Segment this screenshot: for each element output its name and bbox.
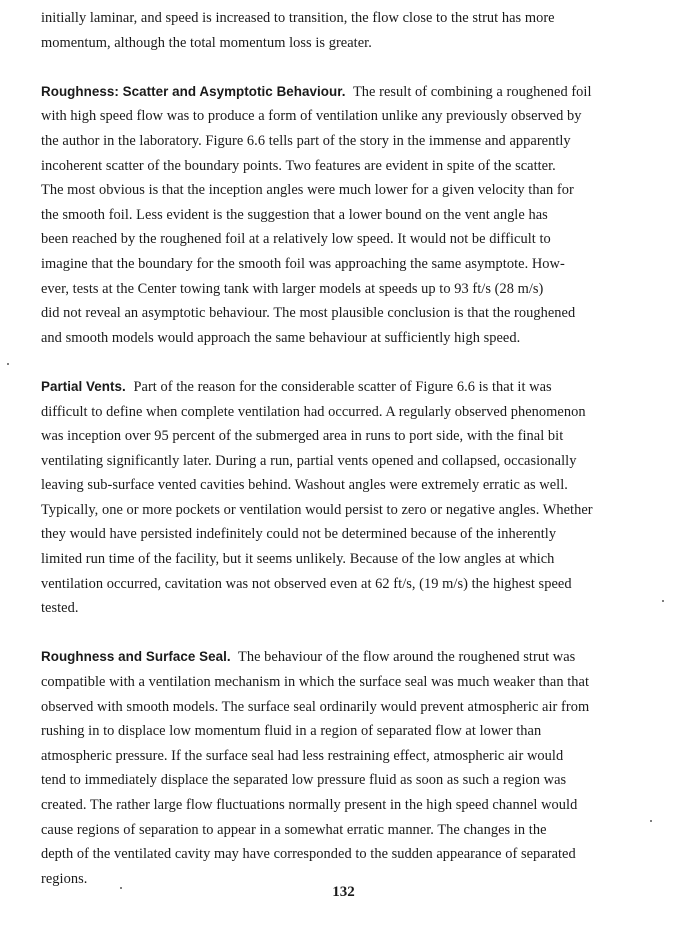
scan-speck — [662, 600, 664, 602]
line: they would have persisted indefinitely could not be determined because of the inherently — [41, 526, 557, 543]
line: incoherent scatter of the boundary points. Two features are evident in spite of the scatter. — [41, 157, 556, 174]
line: the smooth foil. Less evident is the suggestion that a lower bound on the vent angle has — [41, 206, 548, 223]
line: rushing in to displace low momentum fluid in a region of separated flow at lower than — [41, 723, 542, 740]
line: Typically, one or more pockets or ventilation would persist to zero or negative angles. Whether — [41, 501, 593, 518]
line: the author in the laboratory. Figure 6.6 tells part of the story in the immense and apparently — [41, 132, 571, 149]
line: initially laminar, and speed is increased to transition, the flow close to the strut has more — [41, 10, 555, 26]
line: observed with smooth models. The surface seal ordinarily would prevent atmospheric air from — [41, 698, 590, 715]
section-heading: Roughness and Surface Seal. — [41, 649, 231, 665]
line: was inception over 95 percent of the submerged area in runs to port side, with the final bit — [41, 428, 564, 445]
paragraph-intro — [41, 6, 663, 55]
line: and smooth models would approach the same behaviour at sufficiently high speed. — [41, 329, 521, 346]
paragraph-roughness-scatter — [41, 80, 663, 351]
line: The most obvious is that the inception angles were much lower for a given velocity than for — [41, 182, 574, 199]
paragraph-partial-vents — [41, 375, 663, 621]
line: imagine that the boundary for the smooth foil was approaching the same asymptote. How- — [41, 255, 565, 272]
line: did not reveal an asymptotic behaviour. The most plausible conclusion is that the roughened — [41, 305, 576, 322]
section-heading: Partial Vents. — [41, 378, 126, 394]
line: with high speed flow was to produce a form of ventilation unlike any previously observed by — [41, 108, 582, 125]
line: limited run time of the facility, but it seems unlikely. Because of the low angles at which — [41, 551, 555, 568]
document-page — [41, 6, 663, 891]
line: been reached by the roughened foil at a relatively low speed. It would not be difficult to — [41, 231, 551, 248]
scan-speck — [650, 820, 652, 822]
line: momentum, although the total momentum loss is greater. — [41, 34, 372, 51]
line: The result of combining a roughened foil — [352, 83, 592, 100]
line: created. The rather large flow fluctuations normally present in the high speed channel would — [41, 797, 578, 813]
line: cause regions of separation to appear in a somewhat erratic manner. The changes in the — [41, 821, 547, 838]
line: atmospheric pressure. If the surface seal had less restraining effect, atmospheric air would — [41, 747, 564, 764]
line: difficult to define when complete ventilation had occurred. A regularly observed phenomenon — [41, 403, 586, 420]
line: regions. — [41, 870, 88, 887]
line: ventilation occurred, cavitation was not observed even at 62 ft/s, (19 m/s) the highest speed — [41, 575, 572, 592]
line: Part of the reason for the considerable scatter of Figure 6.6 is that it was — [133, 378, 552, 395]
line: tend to immediately displace the separated low pressure fluid as soon as such a region was — [41, 772, 567, 789]
line: leaving sub-surface vented cavities behind. Washout angles were extremely erratic as well. — [41, 477, 568, 494]
page-number: 132 — [332, 884, 355, 900]
line: ever, tests at the Center towing tank with larger models at speeds up to 93 ft/s (28 m/s) — [41, 280, 544, 297]
paragraph-surface-seal — [41, 645, 663, 891]
line: ventilating significantly later. During a run, partial vents opened and collapsed, occasionally — [41, 452, 577, 469]
section-heading: Roughness: Scatter and Asymptotic Behaviour. — [41, 83, 346, 99]
line: The behaviour of the flow around the roughened strut was — [238, 649, 576, 666]
line: compatible with a ventilation mechanism in which the surface seal was much weaker than that — [41, 674, 590, 691]
scan-speck — [120, 887, 122, 889]
line: tested. — [41, 600, 79, 617]
line: depth of the ventilated cavity may have corresponded to the sudden appearance of separated — [41, 846, 576, 863]
scan-speck — [7, 363, 9, 365]
